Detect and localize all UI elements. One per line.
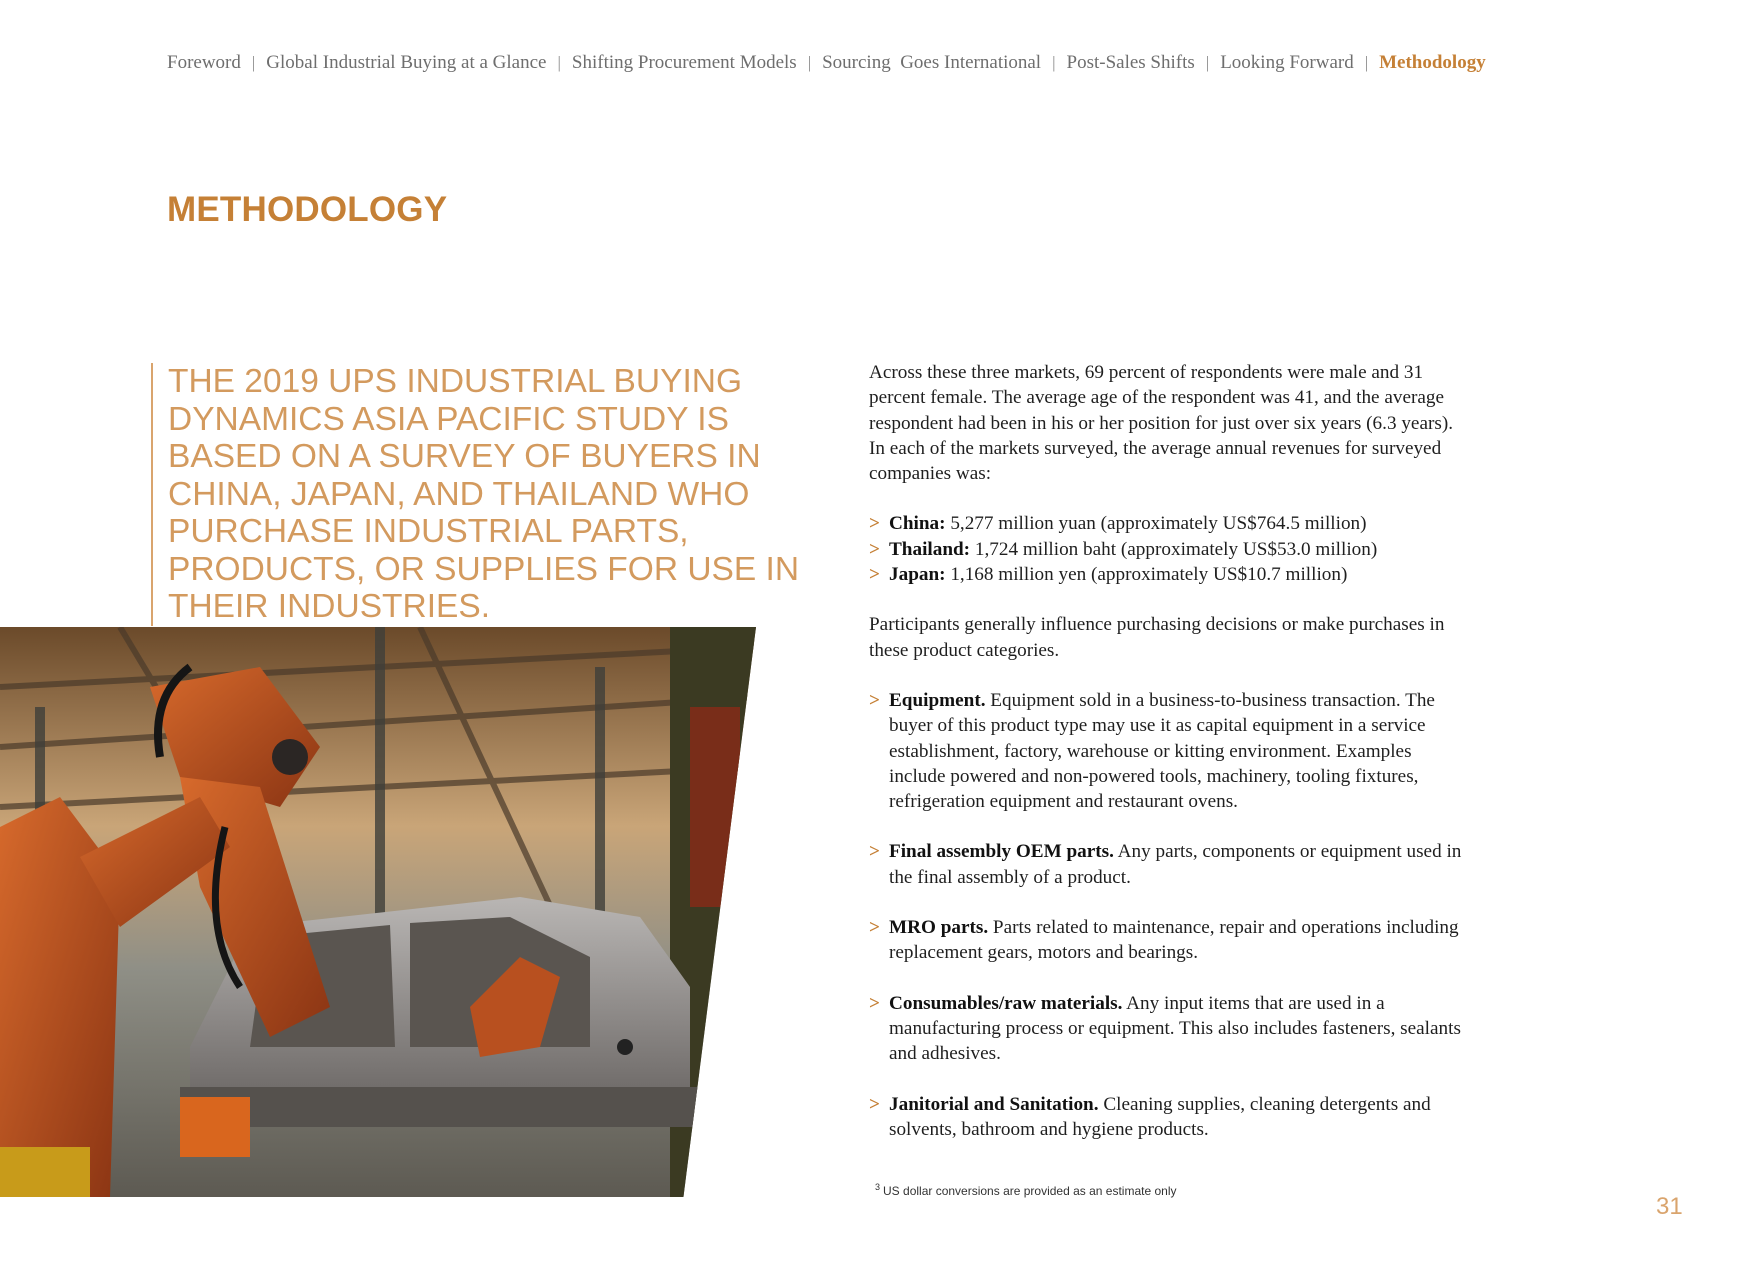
list-item <box>869 1092 1469 1143</box>
nav-link-shifting-procurement[interactable]: Shifting Procurement Models <box>571 52 797 73</box>
category-text: Any input items that are used in a manufacturing process or equipment. This also includes fasteners, sealants and adhesives. <box>889 992 1461 1065</box>
list-item <box>869 915 1469 966</box>
list-item <box>869 688 1469 814</box>
intro-paragraph: Across these three markets, 69 percent of respondents were male and 31 percent female. The average age of the respondent was 41, and the average respondent had been in his or her position for just over six years (6.3 years). In each of the markets surveyed, the average annual revenues for surveyed companies was: <box>869 362 1454 485</box>
category-list <box>869 688 1469 1142</box>
body-text-column <box>869 360 1469 1167</box>
list-item <box>869 839 1469 890</box>
bullet-arrow-icon: > <box>869 538 880 560</box>
nav-separator: | <box>557 53 561 72</box>
revenue-text: 1,724 million baht (approximately US$53.0 million) <box>970 538 1378 560</box>
category-term: Consumables/raw materials. <box>889 992 1123 1014</box>
revenue-term: Thailand: <box>889 538 971 560</box>
footnote-marker: 3 <box>875 1182 881 1192</box>
footnote <box>875 1182 1177 1198</box>
nav-link-global-industrial-buying[interactable]: Global Industrial Buying at a Glance <box>266 52 547 73</box>
list-item <box>869 537 1469 562</box>
categories-intro: Participants generally influence purchasing decisions or make purchases in these product categories. <box>869 614 1445 661</box>
category-term: Equipment. <box>889 689 986 711</box>
bullet-arrow-icon: > <box>869 564 880 586</box>
nav-separator: | <box>1205 53 1210 72</box>
nav-link-methodology[interactable]: Methodology <box>1379 52 1486 73</box>
bullet-arrow-icon: > <box>869 917 880 939</box>
bullet-arrow-icon: > <box>869 841 880 863</box>
category-term: Janitorial and Sanitation. <box>889 1093 1099 1115</box>
robotic-assembly-line-photo <box>0 627 756 1197</box>
revenue-list <box>869 511 1469 587</box>
page-title: METHODOLOGY <box>167 190 448 229</box>
page-number: 31 <box>1656 1193 1683 1220</box>
nav-link-foreword[interactable]: Foreword <box>167 52 241 73</box>
category-text: Parts related to maintenance, repair and operations including replacement gears, motors and bearings. <box>889 917 1459 964</box>
nav-separator: | <box>1052 53 1056 72</box>
top-navigation <box>167 52 1486 74</box>
revenue-text: 5,277 million yuan (approximately US$764.5 million) <box>945 513 1367 535</box>
nav-link-post-sales-shifts[interactable]: Post-Sales Shifts <box>1066 52 1195 73</box>
bullet-arrow-icon: > <box>869 1093 880 1115</box>
list-item <box>869 511 1469 536</box>
revenue-text: 1,168 million yen (approximately US$10.7 million) <box>945 564 1348 586</box>
pull-quote: THE 2019 UPS INDUSTRIAL BUYING DYNAMICS ASIA PACIFIC STUDY IS BASED ON A SURVEY OF BUYERS IN CHINA, JAPAN, AND THAILAND WHO PURCHASE INDUSTRIAL PARTS, PRODUCTS, OR SUPPLIES FOR USE IN THEIR INDUSTRIES. <box>151 363 828 626</box>
category-text: Cleaning supplies, cleaning detergents and solvents, bathroom and hygiene products. <box>889 1093 1431 1140</box>
revenue-term: Japan: <box>889 564 946 586</box>
bullet-arrow-icon: > <box>869 513 880 535</box>
nav-link-sourcing-international[interactable]: Sourcing Goes International <box>822 52 1042 73</box>
footnote-text: US dollar conversions are provided as an estimate only <box>883 1184 1177 1198</box>
nav-separator: | <box>807 53 812 72</box>
nav-separator: | <box>251 53 256 72</box>
list-item <box>869 991 1469 1067</box>
category-text: Equipment sold in a business-to-business transaction. The buyer of this product type may use it as capital equipment in a service establishment, factory, warehouse or kitting environment. Examples include powered and non-powered tools, machinery, tooling fixtures, refrigeration equipment and restaurant ovens. <box>889 689 1435 813</box>
category-term: Final assembly OEM parts. <box>889 841 1114 863</box>
revenue-term: China: <box>889 513 946 535</box>
nav-separator: | <box>1364 53 1369 72</box>
nav-link-looking-forward[interactable]: Looking Forward <box>1220 52 1354 73</box>
category-term: MRO parts. <box>889 917 989 939</box>
bullet-arrow-icon: > <box>869 992 880 1014</box>
category-text: Any parts, components or equipment used in the final assembly of a product. <box>889 841 1462 888</box>
bullet-arrow-icon: > <box>869 689 880 711</box>
list-item <box>869 562 1469 587</box>
